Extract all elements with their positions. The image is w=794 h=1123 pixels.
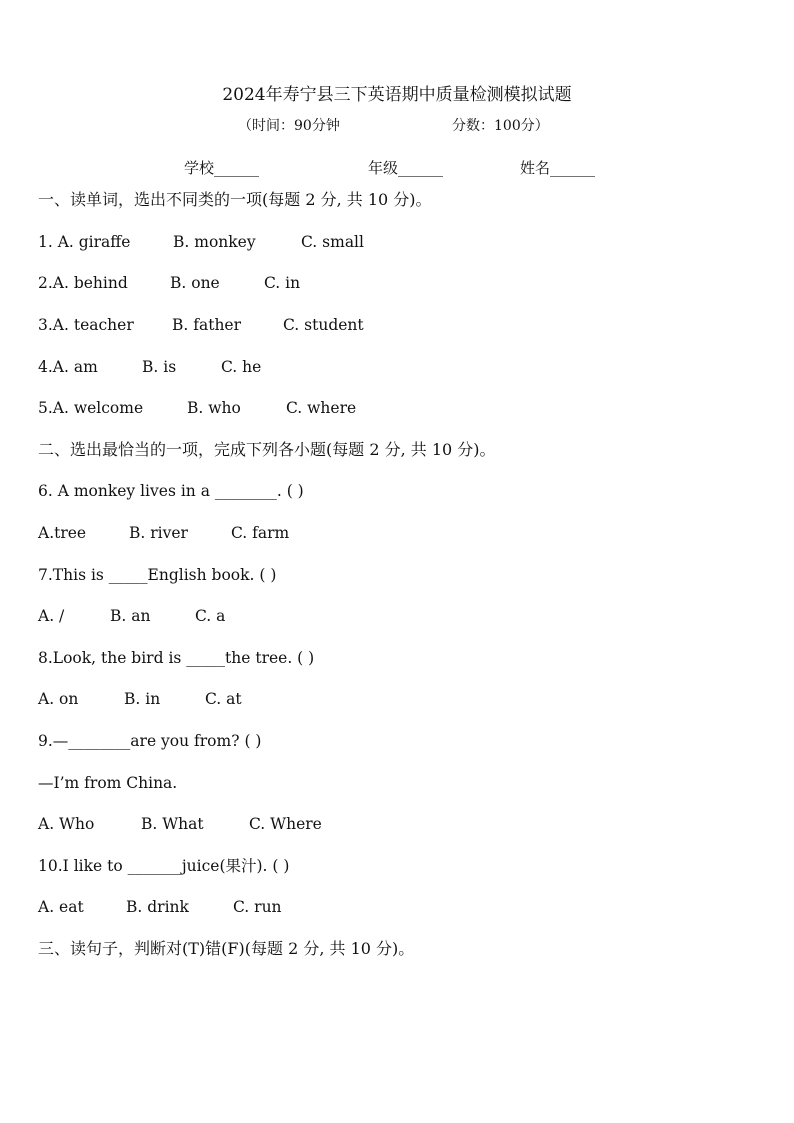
- option-b: B. monkey: [173, 233, 256, 251]
- option-a: A. eat: [38, 898, 84, 916]
- option-b: B. father: [172, 316, 242, 334]
- option-c: C. he: [221, 358, 262, 376]
- option-c: C. farm: [231, 524, 290, 542]
- option-c: C. at: [205, 690, 242, 708]
- page-title: 2024年寿宁县三下英语期中质量检测模拟试题: [222, 85, 572, 105]
- school-field: 学校______: [184, 159, 260, 177]
- option-c: C. in: [264, 274, 301, 292]
- option-c: C. run: [233, 898, 282, 916]
- question-stem: 8.Look, the bird is _____the tree. ( ): [38, 649, 315, 667]
- option-c: C. where: [286, 399, 357, 417]
- exam-score: 分数：100分）: [452, 118, 549, 134]
- section2-heading: 二、选出最恰当的一项，完成下列各小题(每题 2 分, 共 10 分)。: [38, 440, 496, 459]
- option-a: 5.A. welcome: [38, 399, 144, 417]
- option-a: 1. A. giraffe: [38, 233, 131, 251]
- option-b: B. What: [141, 815, 204, 833]
- option-c: C. student: [283, 316, 364, 334]
- option-a: A.tree: [38, 524, 87, 542]
- section3-heading: 三、读句子，判断对(T)错(F)(每题 2 分, 共 10 分)。: [38, 939, 415, 958]
- option-a: 4.A. am: [38, 358, 98, 376]
- exam-time: （时间：90分钟: [238, 118, 340, 134]
- option-c: C. a: [195, 607, 226, 625]
- dialogue-reply: —I’m from China.: [38, 774, 178, 792]
- option-b: B. drink: [126, 898, 189, 916]
- question-stem: 7.This is _____English book. ( ): [38, 566, 277, 584]
- option-b: B. in: [124, 690, 161, 708]
- option-b: B. one: [170, 274, 220, 292]
- name-field: 姓名______: [520, 159, 596, 177]
- option-a: A. Who: [38, 815, 95, 833]
- question-stem: 10.I like to _______juice(果汁). ( ): [38, 857, 290, 875]
- option-a: 3.A. teacher: [38, 316, 134, 334]
- question-stem: 6. A monkey lives in a ________. ( ): [38, 482, 304, 500]
- option-b: B. is: [142, 358, 177, 376]
- option-b: B. who: [187, 399, 241, 417]
- option-b: B. river: [129, 524, 188, 542]
- section1-heading: 一、读单词，选出不同类的一项(每题 2 分, 共 10 分)。: [38, 190, 432, 209]
- option-a: 2.A. behind: [38, 274, 128, 292]
- option-a: A. /: [38, 607, 65, 625]
- option-c: C. small: [301, 233, 364, 251]
- option-a: A. on: [38, 690, 79, 708]
- option-c: C. Where: [249, 815, 322, 833]
- grade-field: 年级______: [368, 159, 444, 177]
- question-stem: 9.—________are you from? ( ): [38, 732, 262, 750]
- option-b: B. an: [110, 607, 151, 625]
